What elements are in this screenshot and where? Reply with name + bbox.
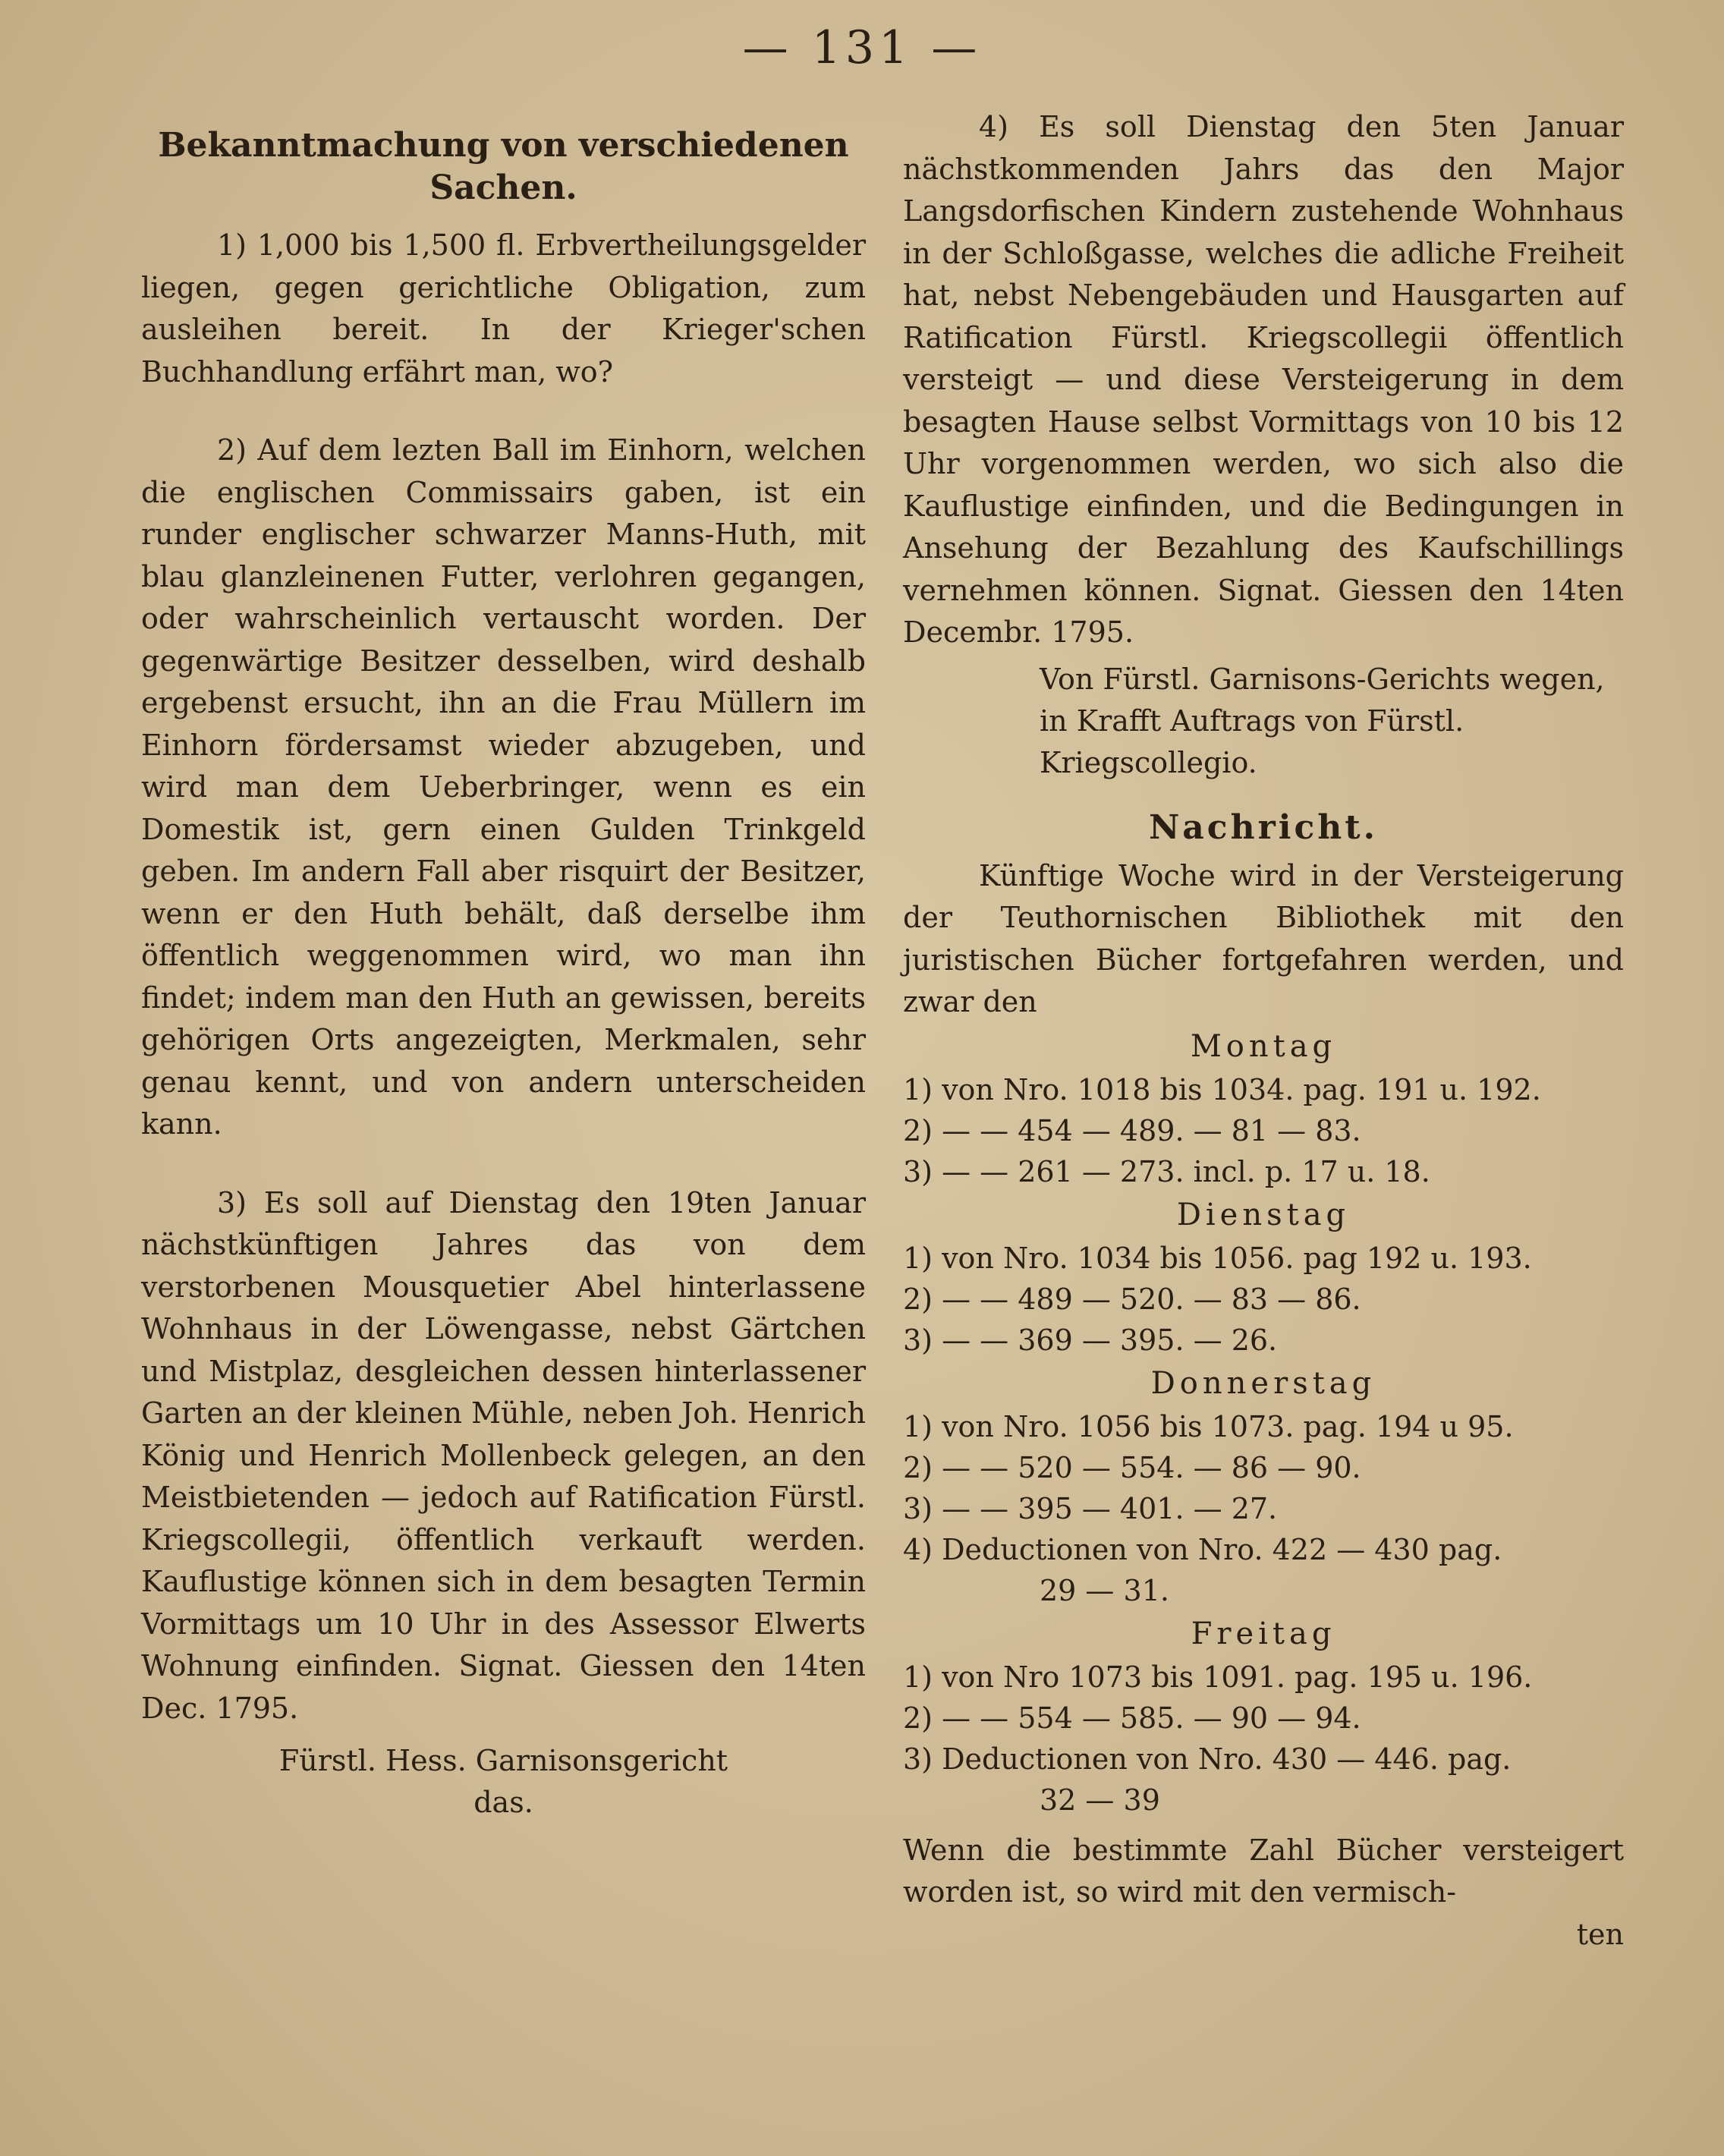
day-heading-freitag: Freitag xyxy=(1191,1616,1336,1651)
right-column xyxy=(903,106,1624,1955)
schedule-entry-continuation: 32 — 39 xyxy=(1040,1783,1160,1817)
schedule-entry: 3) — — 369 — 395. — 26. xyxy=(903,1323,1278,1357)
notice-closing: Wenn die bestimmte Zahl Bücher versteigert worden ist, so wird mit den vermisch- xyxy=(903,1833,1624,1909)
schedule-entry: 2) — — 554 — 585. — 90 — 94. xyxy=(903,1701,1361,1735)
schedule-entry: 1) von Nro 1073 bis 1091. pag. 195 u. 196. xyxy=(903,1660,1533,1694)
schedule-entry: 3) — — 261 — 273. incl. p. 17 u. 18. xyxy=(903,1154,1430,1188)
announcement-heading: Bekanntmachung von verschiedenen Sachen. xyxy=(158,126,849,207)
schedule-entry: 1) von Nro. 1056 bis 1073. pag. 194 u 95. xyxy=(903,1409,1514,1443)
announcement-item-2: 2) Auf dem lezten Ball im Einhorn, welchen die englischen Commissairs gaben, ist ein runder englischer schwarzer Manns-Huth, mit blau glanzleinenen Futter, verlohren gegangen, oder wahrscheinlich vertauscht worden. Der gegenwärtige Besitzer desselben, wird deshalb ergebenst ersucht, ihn an die Frau Müllern im Einhorn fördersamst wieder abzugeben, und wird man dem Ueberbringer, wenn es ein Domestik ist, gern einen Gulden Trinkgeld geben. Im andern Fall aber risquirt der Besitzer, wenn er den Huth behält, daß derselbe ihm öffentlich weggenommen wird, wo man ihn findet; indem man den Huth an gewissen, bereits gehörigen Orts angezeigten, Merkmalen, sehr genau kennt, und von andern unterscheiden kann. xyxy=(141,433,866,1141)
day-heading-montag: Montag xyxy=(1190,1028,1337,1064)
item-4-signature: Von Fürstl. Garnisons-Gerichts wegen, in Krafft Auftrags von Fürstl. Kriegscollegio. xyxy=(1040,662,1605,779)
catchword: ten xyxy=(1576,1917,1624,1951)
announcement-item-3: 3) Es soll auf Dienstag den 19ten Januar nächstkünftigen Jahres das von dem verstorbenen Mousquetier Abel hinterlassene Wohnhaus in der Löwengasse, nebst Gärtchen und Mistplaz, desgleichen dessen hinterlassener Garten an der kleinen Mühle, neben Joh. Henrich König und Henrich Mollenbeck gelegen, an den Meistbietenden — jedoch auf Ratification Fürstl. Kriegscollegii, öffentlich verkauft werden. Kauflustige können sich in dem besagten Termin Vormittags um 10 Uhr in des Assessor Elwerts Wohnung einfinden. Signat. Giessen den 14ten Dec. 1795. xyxy=(141,1185,866,1725)
left-column xyxy=(141,106,866,1824)
schedule-entry: 3) Deductionen von Nro. 430 — 446. pag. xyxy=(903,1742,1512,1776)
schedule-entry: 2) — — 454 — 489. — 81 — 83. xyxy=(903,1113,1361,1147)
schedule-entry: 2) — — 489 — 520. — 83 — 86. xyxy=(903,1282,1361,1316)
notice-intro: Künftige Woche wird in der Versteigerung der Teuthornischen Bibliothek mit den juristischen Bücher fortgefahren werden, und zwar den xyxy=(903,858,1624,1018)
announcement-item-4: 4) Es soll Dienstag den 5ten Januar nächstkommenden Jahrs das den Major Langsdorfischen Kindern zustehende Wohnhaus in der Schloßgasse, welches die adliche Freiheit hat, nebst Nebengebäuden und Hausgarten auf Ratification Fürstl. Kriegscollegii öffentlich versteigt — und diese Versteigerung in dem besagten Hause selbst Vormittags von 10 bis 12 Uhr vorgenommen werden, wo sich also die Kauflustige einfinden, und die Bedingungen in Ansehung der Bezahlung des Kaufschillings vernehmen können. Signat. Giessen den 14ten Decembr. 1795. xyxy=(903,110,1624,649)
schedule-entry: 4) Deductionen von Nro. 422 — 430 pag. xyxy=(903,1532,1502,1566)
page-number: — 131 — xyxy=(742,21,982,74)
day-heading-dienstag: Dienstag xyxy=(1176,1197,1351,1232)
item-3-signature-line-2: das. xyxy=(473,1786,533,1819)
schedule-entry: 2) — — 520 — 554. — 86 — 90. xyxy=(903,1450,1361,1484)
day-heading-donnerstag: Donnerstag xyxy=(1150,1365,1376,1401)
schedule-entry: 1) von Nro. 1034 bis 1056. pag 192 u. 193. xyxy=(903,1241,1532,1275)
schedule-entry-continuation: 29 — 31. xyxy=(1040,1573,1169,1607)
item-3-signature-line-1: Fürstl. Hess. Garnisonsgericht xyxy=(278,1744,728,1777)
announcement-item-1: 1) 1,000 bis 1,500 fl. Erbvertheilungsgelder liegen, gegen gerichtliche Obligation, zum ausleihen bereit. In der Krieger'schen Buchhandlung erfährt man, wo? xyxy=(141,228,866,389)
schedule-entry: 1) von Nro. 1018 bis 1034. pag. 191 u. 192. xyxy=(903,1072,1541,1106)
notice-heading: Nachricht. xyxy=(1149,807,1378,847)
schedule-entry: 3) — — 395 — 401. — 27. xyxy=(903,1491,1278,1525)
